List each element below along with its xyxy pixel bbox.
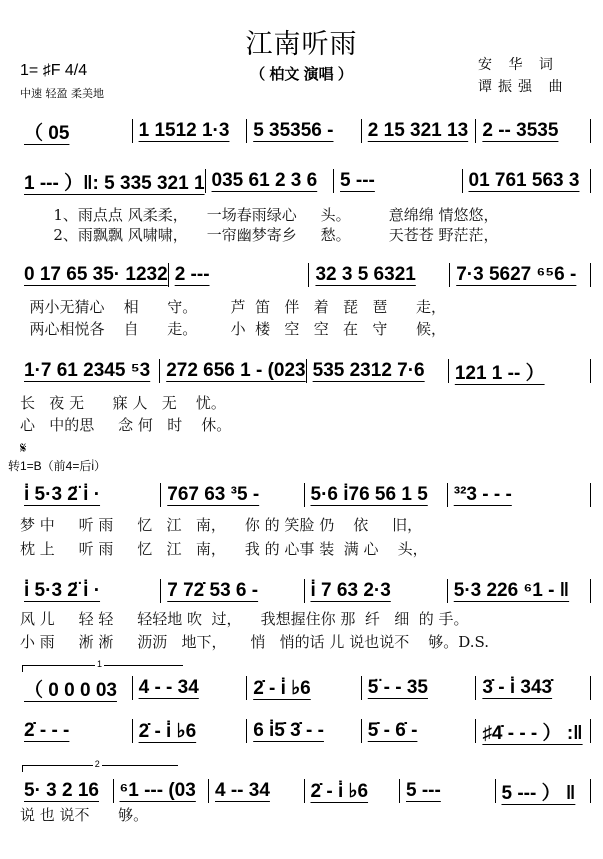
- measure: 4 -- 34: [215, 780, 270, 801]
- measure: 2 -- 3535: [482, 120, 559, 141]
- measure: 272 656 1 - (023: [166, 360, 306, 381]
- modulation-marking: 转1=B（前4=后i̇）: [8, 459, 107, 473]
- measure: 2 ---: [174, 264, 210, 285]
- lyric-line: 风 儿 轻 轻 轻轻地 吹 过， 我想握住你 那 纤 细 的 手。: [20, 610, 469, 628]
- bar-line: [590, 719, 591, 743]
- singer-credit: （ 柏文 演唱 ）: [250, 66, 353, 83]
- measure: 2̇ - i̇ ♭6: [253, 677, 311, 699]
- measure: 7 72̇ 53 6 -: [167, 580, 259, 601]
- measure: （ 05: [24, 122, 70, 144]
- measure: 767 63 ³5 -: [167, 484, 260, 505]
- score-row: [18, 262, 591, 288]
- score-row: [18, 778, 591, 804]
- measure: ⁶1 --- (03: [119, 780, 196, 801]
- lyric-line: 长 夜 无 寐 人 无 忧。: [20, 394, 226, 412]
- bar-line: [590, 119, 591, 143]
- measure: i̇ 5·3 2̈ i̇ ·: [24, 580, 101, 601]
- measure: 5̈ - - 35: [367, 677, 428, 698]
- lyric-line: 小 雨 淅 淅 沥沥 地下， 悄 悄的话 儿 说也说不 够。D.S.: [20, 633, 490, 651]
- measure: ³²3 - - -: [453, 484, 512, 505]
- bar-line: [590, 169, 591, 193]
- lyric-line: 两心相悦各 自 走。 小 楼 空 空 在 守 候，: [20, 320, 446, 338]
- segno-sign: 𝄋: [20, 440, 27, 457]
- volta-bracket-1: [22, 659, 183, 672]
- lyric-line: 枕 上 听 雨 忆 江 南， 我 的 心事 装 满 心 头，: [20, 540, 428, 558]
- measure: 535 2312 7·6: [312, 360, 425, 381]
- key-signature: 1= ♯F 4/4: [20, 62, 88, 79]
- measure: 5· 3 2 16: [24, 780, 99, 801]
- measure: 0 17 65 35· 1232: [24, 264, 168, 285]
- measure: 5·6 i̇76 56 1 5: [310, 484, 428, 505]
- measure: 1 1512 1·3: [138, 120, 230, 141]
- measure: 2 15 321 13: [367, 120, 469, 141]
- measure: 3̇ - i̇ 343̇: [482, 677, 553, 698]
- lyric-line: 心 中的思 念 何 时 休。: [20, 416, 232, 434]
- measure: 1 --- ）‖: 5 335 321 1: [24, 172, 205, 194]
- score-row: [18, 718, 591, 744]
- measure: （ 0 0 0 03: [24, 679, 117, 701]
- score-row: [18, 578, 591, 604]
- bar-line: [590, 579, 591, 603]
- measure: i̇ 5·3 2̈ i̇ ·: [24, 484, 101, 505]
- bar-line: [590, 483, 591, 507]
- measure: 2̇ - - -: [24, 720, 70, 741]
- composer-credit: 谭振强 曲: [478, 79, 569, 95]
- measure: 5 ---: [340, 170, 375, 191]
- score-row: [18, 168, 591, 194]
- measure: 2̇ - i̇ ♭6: [310, 780, 369, 802]
- lyric-line: 1、雨点点 风柔柔， 一场春雨绿心 头。 意绵绵 情悠悠，: [20, 206, 499, 224]
- bar-line: [590, 779, 591, 803]
- measure: 7·3 5627 ⁶⁵6 -: [456, 264, 577, 285]
- volta-number: 2: [94, 759, 100, 769]
- measure: 5 35356 -: [253, 120, 334, 141]
- score-row: [18, 358, 591, 384]
- tempo-marking: 中速 轻盈 柔美地: [20, 87, 104, 100]
- score-row: [18, 675, 591, 701]
- lyric-line: 说 也 说不 够。: [20, 806, 149, 824]
- measure: 4 - - 34: [138, 677, 199, 698]
- bar-line: [590, 676, 591, 700]
- volta-bracket-2: [22, 759, 178, 772]
- measure: 6 i̇5̇ 3̇ - -: [253, 720, 324, 741]
- score-row: [18, 482, 591, 508]
- song-title: 江南听雨: [245, 29, 358, 60]
- lyricist-credit: 安 华 词: [478, 57, 559, 73]
- measure: 5 ---: [406, 780, 441, 801]
- lyric-line: 2、雨飘飘 风啸啸， 一帘幽梦寄乡 愁。 天苍苍 野茫茫，: [20, 226, 499, 244]
- measure: 5 --- ） ‖: [501, 782, 576, 804]
- measure: i̇ 7 63 2·3: [310, 580, 391, 601]
- measure: 5̇ - 6̇ -: [367, 720, 418, 741]
- measure: ♯4̇ - - - ） :‖: [482, 722, 583, 744]
- measure: 32 3 5 6321: [315, 264, 416, 285]
- bar-line: [590, 263, 591, 287]
- measure: 2̇ - i̇ ♭6: [138, 720, 197, 742]
- measure: 5·3 226 ⁶1 - ‖: [453, 580, 570, 601]
- measure: 1·7 61 2345 ⁵3: [24, 360, 151, 381]
- volta-number: 1: [97, 659, 103, 669]
- measure: 01 761 563 3: [468, 170, 580, 191]
- lyric-line: 两小无猜心 相 守。 芦 笛 伴 着 琵 琶 走，: [20, 298, 446, 316]
- score-row: [18, 118, 591, 144]
- bar-line: [590, 359, 591, 383]
- measure: 121 1 -- ）: [454, 362, 545, 384]
- measure: 035 61 2 3 6: [211, 170, 318, 191]
- lyric-line: 梦 中 听 雨 忆 江 南， 你 的 笑脸 仍 依 旧，: [20, 516, 423, 534]
